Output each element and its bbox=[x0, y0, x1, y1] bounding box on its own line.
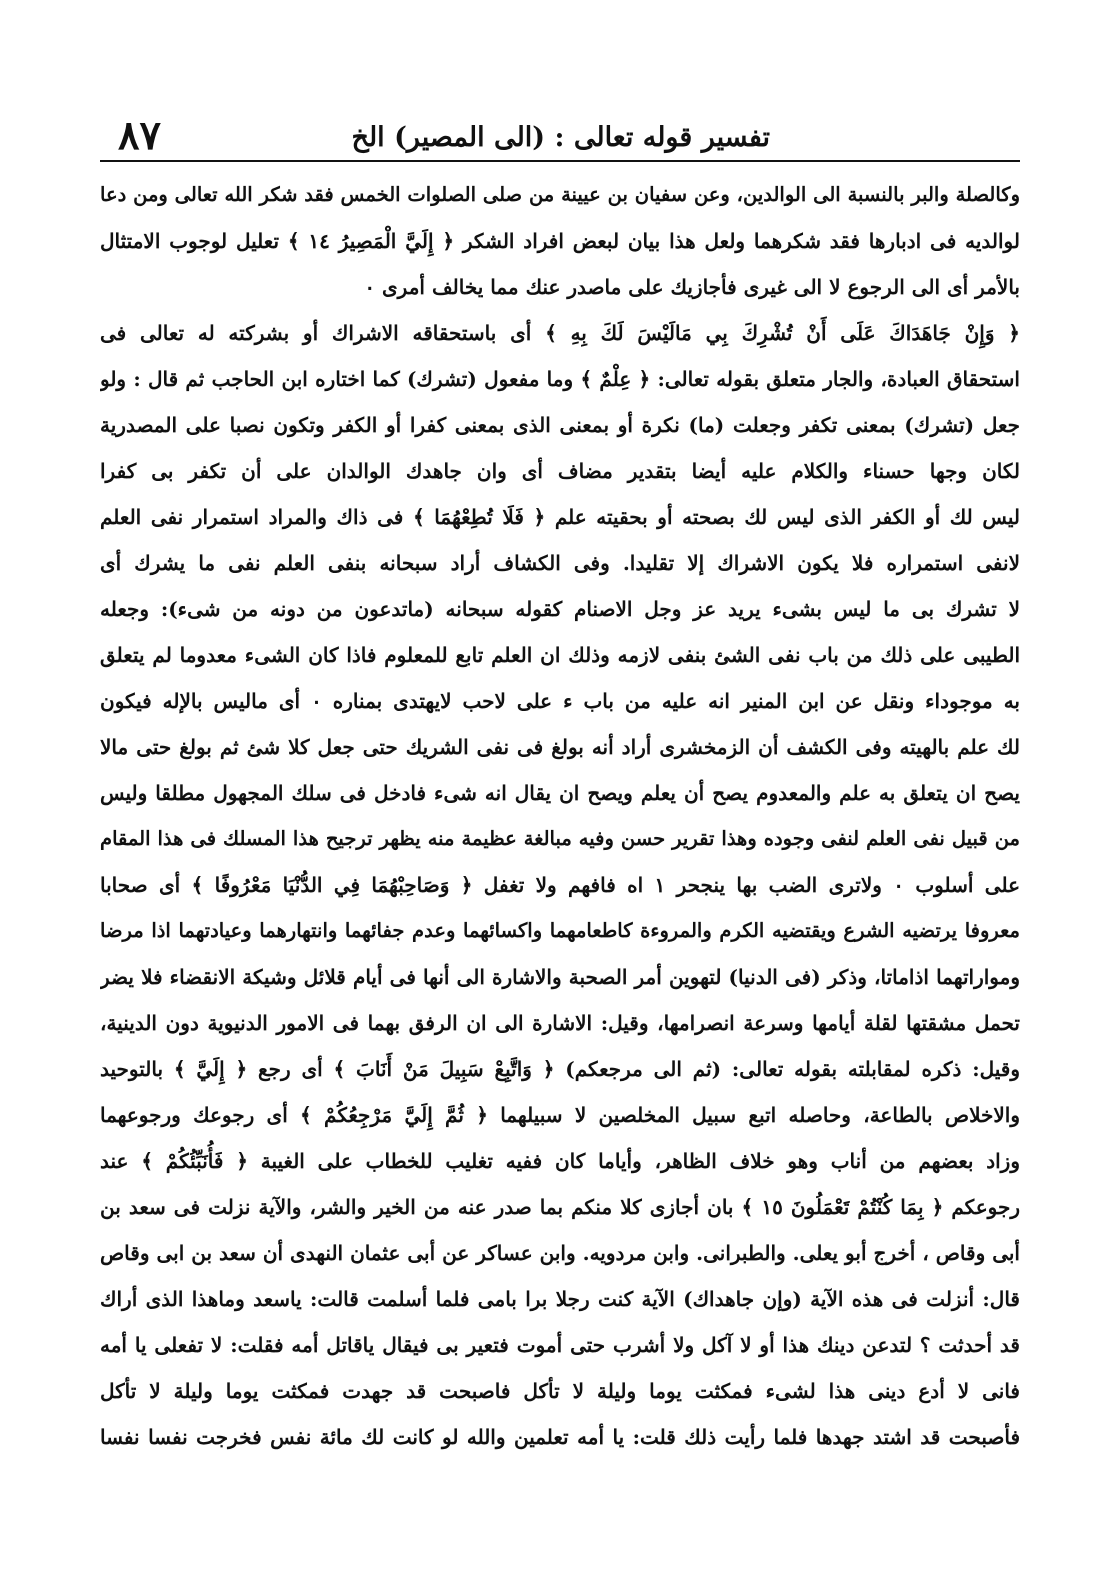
text-line: لوالديه فى ادبارها فقد شكرهما ولعل هذا بيان لبعض افراد الشكر ﴿ إِلَيَّ الْمَصِيرُ ١٤ ﴾ تعليل لوجوب الامتثال bbox=[100, 229, 1020, 253]
text-line: فانى لا أدع دينى هذا لشىء فمكثت يوما وليلة لا تأكل فاصبحت قد جهدت فمكثت يوما وليلة لا تأكل bbox=[100, 1379, 1020, 1403]
header-rule bbox=[100, 160, 1020, 162]
text-line: قال: أنزلت فى هذه الآية (وإن جاهداك) الآية كنت رجلا برا بامى فلما أسلمت قالت: ياسعد وماهذا الذى أراك bbox=[100, 1287, 1020, 1311]
text-line: تحمل مشقتها لقلة أيامها وسرعة انصرامها، وقيل: الاشارة الى ان الرفق بهما فى الامور الدنيوية دون الدينية، bbox=[100, 1011, 1020, 1035]
text-line: وقيل: ذكره لمقابلته بقوله تعالى: (ثم الى مرجعكم) ﴿ وَاتَّبِعْ سَبِيلَ مَنْ أَنَابَ ﴾ أى رجع ﴿ إِلَيَّ ﴾ بالتوحيد bbox=[100, 1057, 1020, 1081]
text-line: رجوعكم ﴿ بِمَا كُنْتُمْ تَعْمَلُونَ ١٥ ﴾ بان أجازى كلا منكم بما صدر عنه من الخير والشر، والآية نزلت فى سعد بن bbox=[100, 1195, 1020, 1219]
text-line: معروفا يرتضيه الشرع ويقتضيه الكرم والمروءة كاطعامهما واكسائهما وعدم جفائهما وانتهارهما وعيادتهما اذا مرضا bbox=[100, 919, 1020, 942]
text-line: من قبيل نفى العلم لنفى وجوده وهذا تقرير حسن وفيه مبالغة عظيمة منه يظهر ترجيح هذا المسلك فى هذا المقام bbox=[100, 827, 1020, 850]
text-line: الطيبى على ذلك من باب نفى الشئ بنفى لازمه وذلك ان العلم تابع للمعلوم فاذا كان الشىء معدوما لم يتعلق bbox=[100, 643, 1020, 667]
text-line: والاخلاص بالطاعة، وحاصله اتبع سبيل المخلصين لا سبيلهما ﴿ ثُمَّ إِلَيَّ مَرْجِعُكُمْ ﴾ أى رجوعك ورجوعهما bbox=[100, 1103, 1020, 1127]
text-line: لا تشرك بى ما ليس بشىء يريد عز وجل الاصنام كقوله سبحانه (ماتدعون من دونه من شىء): وجعله bbox=[100, 597, 1020, 621]
text-line: لك علم بالهيته وفى الكشف أن الزمخشرى أراد أنه بولغ فى نفى الشريك حتى جعل كلا شئ ثم بولغ حتى مالا bbox=[100, 735, 1020, 759]
text-line: لكان وجها حسناء والكلام عليه أيضا بتقدير مضاف أى وان جاهدك الوالدان على أن تكفر بى كفرا bbox=[100, 459, 1020, 483]
text-line: لانفى استمراره فلا يكون الاشراك إلا تقليدا. وفى الكشاف أراد سبحانه بنفى العلم نفى ما يشرك أى bbox=[100, 551, 1020, 575]
text-line: به موجوداء ونقل عن ابن المنير انه عليه من باب ء على لاحب لايهتدى بمناره ٠ أى ماليس بالإله فيكون bbox=[100, 689, 1020, 713]
text-line: فأصبحت قد اشتد جهدها فلما رأيت ذلك قلت: يا أمه تعلمين والله لو كانت لك مائة نفس فخرجت نفسا نفسا bbox=[100, 1425, 1020, 1449]
page-header bbox=[100, 108, 1020, 158]
text-line: قد أحدثت ؟ لتدعن دينك هذا أو لا آكل ولا أشرب حتى أموت فتعير بى فيقال ياقاتل أمه فقلت: لا تفعلى يا أمه bbox=[100, 1333, 1020, 1357]
text-line: ﴿ وَإِنْ جَاهَدَاكَ عَلَى أَنْ تُشْرِكَ بِي مَالَيْسَ لَكَ بِهِ ﴾ أى باستحقاقه الاشراك أو بشركته له تعالى فى bbox=[100, 321, 1020, 345]
text-line: استحقاق العبادة، والجار متعلق بقوله تعالى: ﴿ عِلْمٌ ﴾ وما مفعول (تشرك) كما اختاره ابن الحاجب ثم قال : ولو bbox=[100, 367, 1020, 391]
text-line: أبى وقاص ، أخرج أبو يعلى. والطبرانى. وابن مردويه. وابن عساكر عن أبى عثمان النهدى أن سعد بن ابى وقاص bbox=[100, 1241, 1020, 1265]
text-line: بالأمر أى الى الرجوع لا الى غيرى فأجازيك على ماصدر عنك مما يخالف أمرى ٠ bbox=[364, 275, 1020, 299]
text-line: وزاد بعضهم من أناب وهو خلاف الظاهر، وأياما كان ففيه تغليب للخطاب على الغيبة ﴿ فَأُنَبِّئُكُمْ ﴾ عند bbox=[100, 1149, 1020, 1173]
text-line: على أسلوب ٠ ولاترى الضب بها ينجحر ١ اه فافهم ولا تغفل ﴿ وَصَاحِبْهُمَا فِي الدُّنْيَا مَعْرُوفًا ﴾ أى صحابا bbox=[100, 873, 1020, 897]
running-title: تفسير قوله تعالى : (الى المصير) الخ bbox=[351, 122, 770, 153]
text-line: وكالصلة والبر بالنسبة الى الوالدين، وعن سفيان بن عيينة من صلى الصلوات الخمس فقد شكر الله تعالى ومن دعا bbox=[100, 183, 1020, 206]
text-line: ليس لك أو الكفر الذى ليس لك بصحته أو بحقيته علم ﴿ فَلَا تُطِعْهُمَا ﴾ فى ذاك والمراد استمرار نفى العلم bbox=[100, 505, 1020, 529]
text-line: جعل (تشرك) بمعنى تكفر وجعلت (ما) نكرة أو بمعنى الذى بمعنى كفرا أو الكفر وتكون نصبا على المصدرية bbox=[100, 413, 1020, 437]
page-number: ٨٧ bbox=[118, 112, 161, 159]
body-text bbox=[100, 172, 1020, 1460]
text-line: ومواراتهما اذاماتا، وذكر (فى الدنيا) لتهوين أمر الصحبة والاشارة الى أنها فى أيام قلائل وشيكة الانقضاء فلا يضر bbox=[100, 965, 1020, 989]
text-line: يصح ان يتعلق به علم والمعدوم يصح أن يعلم ويصح ان يقال انه شىء فادخل فى سلك المجهول مطلقا وليس bbox=[100, 781, 1020, 805]
